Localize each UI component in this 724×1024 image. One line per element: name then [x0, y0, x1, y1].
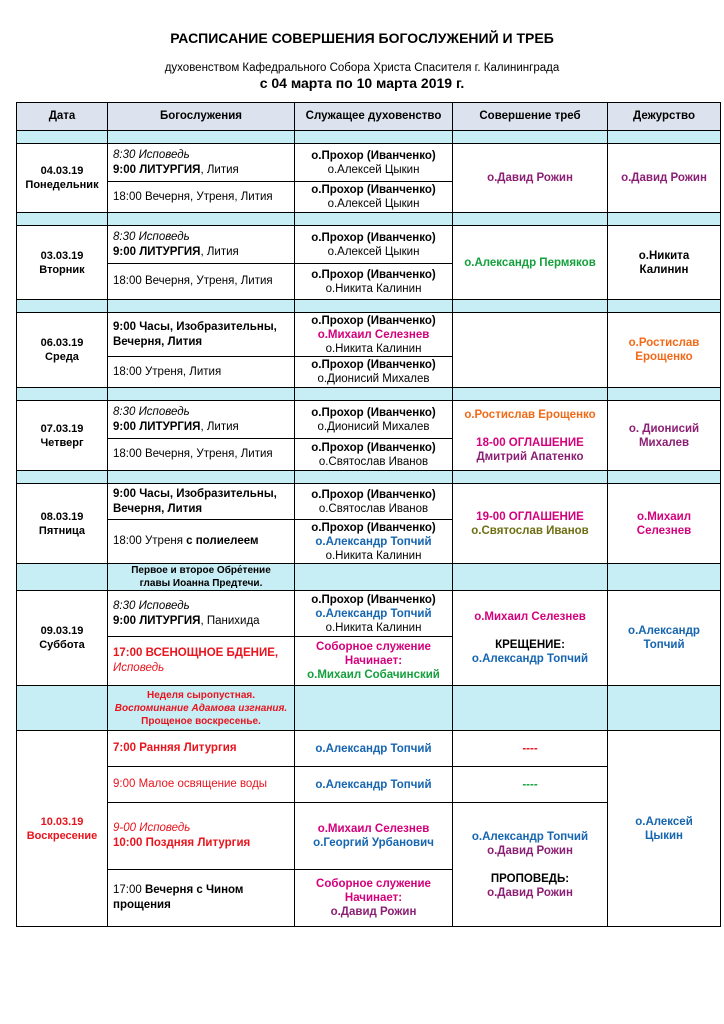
service-cell: 17:00 Вечерня с Чином прощения — [108, 870, 295, 927]
service-cell: 7:00 Ранняя Литургия — [108, 731, 295, 767]
spacer-row — [17, 471, 721, 484]
holiday-note: Неделя сыропустная. Воспоминание Адамова изгнания. Прощеное воскресенье. — [108, 686, 295, 731]
treby-cell: о.Александр Пермяков — [453, 226, 608, 300]
clergy-cell: о.Александр Топчий — [295, 731, 453, 767]
service-cell: 8:30 Исповедь 9:00 ЛИТУРГИЯ, Панихида — [108, 591, 295, 637]
table-row — [17, 144, 721, 182]
date-cell: 09.03.19 Суббота — [17, 591, 108, 686]
schedule-table — [16, 102, 721, 927]
clergy-cell: о.Прохор (Иванченко) о.Дионисий Михалев — [295, 401, 453, 439]
spacer-row — [17, 131, 721, 144]
clergy-cell: о.Прохор (Иванченко) о.Михаил Селезнев о.Никита Калинин — [295, 313, 453, 357]
date-cell: 08.03.19 Пятница — [17, 484, 108, 564]
clergy-cell: о.Александр Топчий — [295, 767, 453, 803]
clergy-cell: о.Михаил Селезнев о.Георгий Урбанович — [295, 803, 453, 870]
spacer-row — [17, 388, 721, 401]
spacer-row — [17, 213, 721, 226]
treby-cell: о.Ростислав Ерощенко 18-00 ОГЛАШЕНИЕ Дмитрий Апатенко — [453, 401, 608, 471]
duty-cell: о.Давид Рожин — [608, 144, 721, 213]
clergy-cell: о.Прохор (Иванченко) о.Никита Калинин — [295, 264, 453, 300]
treby-cell: о.Давид Рожин — [453, 144, 608, 213]
treby-cell: ---- — [453, 767, 608, 803]
service-cell: 18:00 Утреня, Лития — [108, 357, 295, 388]
page-title: РАСПИСАНИЕ СОВЕРШЕНИЯ БОГОСЛУЖЕНИЙ И ТРЕБ — [170, 30, 554, 46]
table-row — [17, 591, 721, 637]
service-cell: 8:30 Исповедь 9:00 ЛИТУРГИЯ, Лития — [108, 226, 295, 264]
service-cell: 9:00 Часы, Изобразительны, Вечерня, Лития — [108, 313, 295, 357]
clergy-cell: о.Прохор (Иванченко) о.Алексей Цыкин — [295, 182, 453, 213]
service-cell: 18:00 Вечерня, Утреня, Лития — [108, 264, 295, 300]
service-cell: 18:00 Вечерня, Утреня, Лития — [108, 182, 295, 213]
col-header-duty: Дежурство — [608, 103, 721, 131]
holiday-row — [17, 564, 721, 591]
col-header-services: Богослужения — [108, 103, 295, 131]
date-cell: 04.03.19 Понедельник — [17, 144, 108, 213]
table-row — [17, 313, 721, 357]
duty-cell: о.Ростислав Ерощенко — [608, 313, 721, 388]
table-row — [17, 401, 721, 439]
clergy-cell: о.Прохор (Иванченко) о.Дионисий Михалев — [295, 357, 453, 388]
service-cell: 9:00 Часы, Изобразительны, Вечерня, Лития — [108, 484, 295, 520]
holiday-row — [17, 686, 721, 731]
clergy-cell: Соборное служение Начинает: о.Михаил Собачинский — [295, 637, 453, 686]
clergy-cell: о.Прохор (Иванченко) о.Алексей Цыкин — [295, 226, 453, 264]
clergy-cell: о.Прохор (Иванченко) о.Святослав Иванов — [295, 439, 453, 471]
service-cell: 18:00 Вечерня, Утреня, Лития — [108, 439, 295, 471]
col-header-date: Дата — [17, 103, 108, 131]
service-cell: 8:30 Исповедь 9:00 ЛИТУРГИЯ, Лития — [108, 401, 295, 439]
duty-cell: о.Александр Топчий — [608, 591, 721, 686]
clergy-cell: о.Прохор (Иванченко) о.Александр Топчий о.Никита Калинин — [295, 591, 453, 637]
treby-cell: 19-00 ОГЛАШЕНИЕ о.Святослав Иванов — [453, 484, 608, 564]
clergy-cell: Соборное служение Начинает: о.Давид Рожин — [295, 870, 453, 927]
treby-cell — [453, 313, 608, 388]
table-header-row — [17, 103, 721, 131]
clergy-cell: о.Прохор (Иванченко) о.Александр Топчий о.Никита Калинин — [295, 520, 453, 564]
duty-cell: о.Алексей Цыкин — [608, 731, 721, 927]
table-row — [17, 484, 721, 520]
service-cell: 9-00 Исповедь 10:00 Поздняя Литургия — [108, 803, 295, 870]
col-header-clergy: Служащее духовенство — [295, 103, 453, 131]
service-cell: 17:00 ВСЕНОЩНОЕ БДЕНИЕ, Исповедь — [108, 637, 295, 686]
date-cell: 10.03.19 Воскресение — [17, 731, 108, 927]
treby-cell: о.Михаил Селезнев КРЕЩЕНИЕ: о.Александр Топчий — [453, 591, 608, 686]
service-cell: 9:00 Малое освящение воды — [108, 767, 295, 803]
date-cell: 06.03.19 Среда — [17, 313, 108, 388]
duty-cell: о. Дионисий Михалев — [608, 401, 721, 471]
treby-cell: ---- — [453, 731, 608, 767]
duty-cell: о.Михаил Селезнев — [608, 484, 721, 564]
date-cell: 07.03.19 Четверг — [17, 401, 108, 471]
treby-cell: о.Александр Топчий о.Давид Рожин ПРОПОВЕДЬ: о.Давид Рожин — [453, 803, 608, 927]
schedule-period: с 04 марта по 10 марта 2019 г. — [259, 75, 465, 91]
date-cell: 03.03.19 Вторник — [17, 226, 108, 300]
table-row — [17, 226, 721, 264]
page-subtitle: духовенством Кафедрального Собора Христа Спасителя г. Калининграда — [164, 62, 560, 74]
table-row — [17, 731, 721, 767]
service-cell: 8:30 Исповедь 9:00 ЛИТУРГИЯ, Лития — [108, 144, 295, 182]
duty-cell: о.Никита Калинин — [608, 226, 721, 300]
spacer-row — [17, 300, 721, 313]
col-header-treby: Совершение треб — [453, 103, 608, 131]
holiday-note: Первое и второе Обре́тение главы Иоанна Предтечи. — [108, 564, 295, 591]
clergy-cell: о.Прохор (Иванченко) о.Святослав Иванов — [295, 484, 453, 520]
service-cell: 18:00 Утреня с полиелеем — [108, 520, 295, 564]
clergy-cell: о.Прохор (Иванченко) о.Алексей Цыкин — [295, 144, 453, 182]
